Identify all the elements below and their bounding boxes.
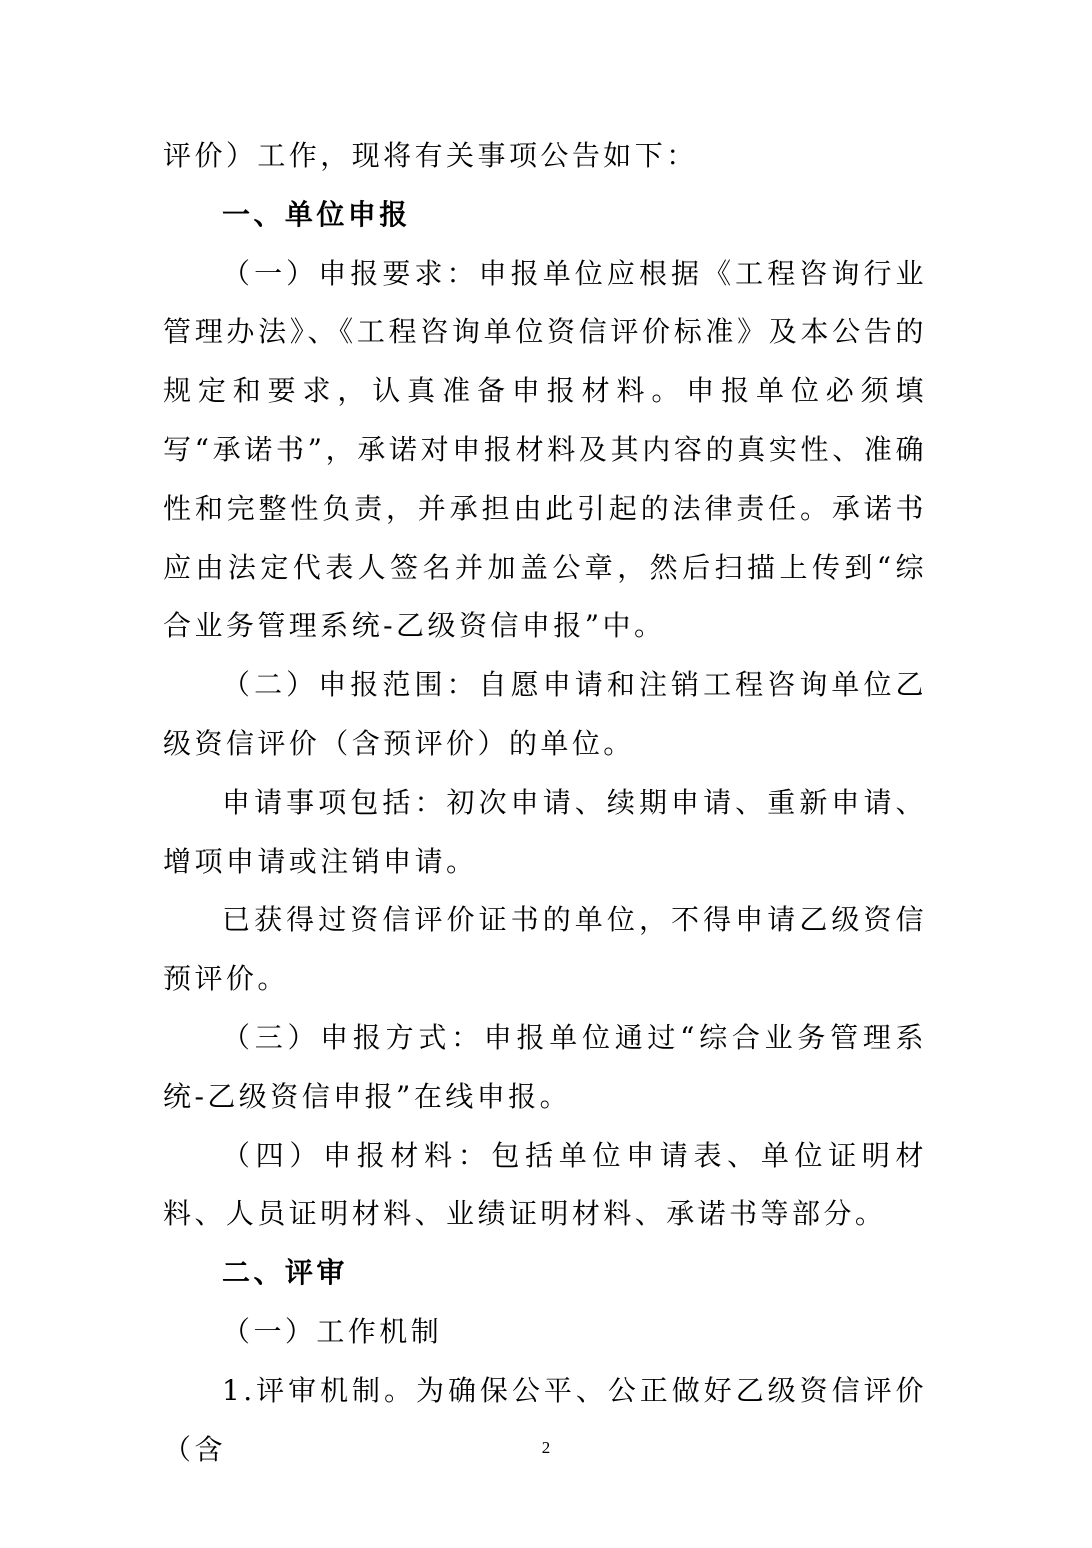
paragraph-application-requirements: （一）申报要求：申报单位应根据《工程咨询行业管理办法》、《工程咨询单位资信评价标准》及本公告的规定和要求，认真准备申报材料。申报单位必须填写“承诺书”，承诺对申报材料及其内容的真实性、准确性和完整性负责，并承担由此引起的法律责任。承诺书应由法定代表人签名并加盖公章，然后扫描上传到“综合业务管理系统-乙级资信申报”中。	[163, 256, 927, 643]
section-heading-review: 二、评审	[222, 1256, 348, 1290]
paragraph-working-mechanism: （一）工作机制	[222, 1314, 443, 1348]
section-heading-unit-application: 一、单位申报	[222, 197, 411, 231]
paragraph-application-scope: （二）申报范围：自愿申请和注销工程咨询单位乙级资信评价（含预评价）的单位。	[163, 668, 927, 760]
paragraph-review-mechanism: 1.评审机制。为确保公平、公正做好乙级资信评价（含	[163, 1373, 927, 1466]
document-body	[163, 127, 927, 1479]
paragraph-application-materials: （四）申报材料：包括单位申请表、单位证明材料、人员证明材料、业绩证明材料、承诺书等部分。	[163, 1138, 927, 1231]
paragraph-application-method: （三）申报方式：申报单位通过“综合业务管理系统-乙级资信申报”在线申报。	[163, 1020, 927, 1113]
paragraph-certificate-restriction: 已获得过资信评价证书的单位，不得申请乙级资信预评价。	[163, 903, 927, 996]
page-number: 2	[541, 1438, 551, 1457]
paragraph-application-items: 申请事项包括：初次申请、续期申请、重新申请、增项申请或注销申请。	[163, 785, 927, 878]
paragraph-intro: 评价）工作，现将有关事项公告如下：	[163, 139, 698, 172]
